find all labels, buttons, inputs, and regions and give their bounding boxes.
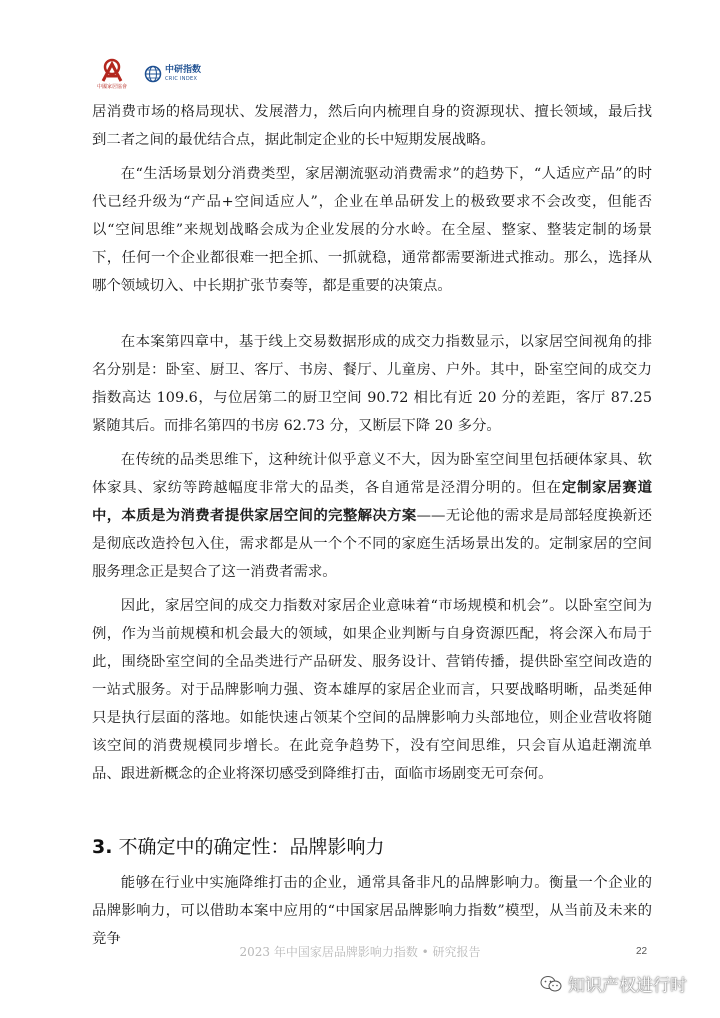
globe-icon [144, 65, 162, 83]
association-emblem-icon [99, 58, 125, 82]
document-body [92, 98, 652, 953]
paragraph-1: 居消费市场的格局现状、发展潜力，然后向内梳理自身的资源现状、擅长领域，最后找到二者之间的最优结合点，据此制定企业的长中短期发展战略。 [92, 104, 652, 148]
paragraph-2: 在“生活场景划分消费类型，家居潮流驱动消费需求”的趋势下，“人适应产品”的时代已经升级为“产品+空间适应人”，企业在单品研发上的极致要求不会改变，但能否以“空间思维”来规划战略会成为企业发展的分水岭。在全屋、整家、整装定制的场景下，任何一个企业都很难一把全抓、一抓就稳，通常都需要渐进式推动。那么，选择从哪个领域切入、中长期扩张节奏等，都是重要的决策点。 [92, 166, 652, 294]
wechat-watermark [540, 971, 687, 996]
section-title: 不确定中的确定性：品牌影响力 [118, 836, 385, 858]
paragraph-4-emphasis: 定制家居赛道中，本质是为消费者提供家居空间的完整解决方案 [92, 479, 652, 524]
blank-spacer [92, 300, 652, 328]
watermark-text: 知识产权进行时 [568, 976, 687, 996]
section-heading [92, 832, 652, 859]
page-header [92, 56, 201, 92]
footer-report-title: 2023 年中国家居品牌影响力指数 • 研究报告 [239, 945, 481, 959]
paragraph-4-lead: 在传统的品类思维下，这种统计似乎意义不大，因为卧室空间里包括硬体家具、软体家具、家纺等跨越幅度非常大的品类，各自通常是泾渭分明的。但在 [92, 452, 652, 496]
paragraph-6: 能够在行业中实施降维打击的企业，通常具备非凡的品牌影响力。衡量一个企业的品牌影响力，可以借助本案中应用的“中国家居品牌影响力指数”模型，从当前及未来的竞争 [92, 875, 652, 947]
section-number: 3. [92, 836, 113, 858]
wechat-icon [540, 975, 562, 993]
cric-logo-en: CRIC INDEX [165, 76, 198, 82]
association-logo-text: 中國家居協會 [96, 84, 127, 90]
paragraph-4-tail: ——无论他的需求是局部轻度换新还是彻底改造拎包入住，需求都是从一个个不同的家庭生活场景出发的。定制家居的空间服务理念正是契合了这一消费者需求。 [92, 508, 652, 580]
paragraph-4 [92, 446, 652, 586]
paragraph-3: 在本案第四章中，基于线上交易数据形成的成交力指数显示，以家居空间视角的排名分别是：卧室、厨卫、客厅、书房、餐厅、儿童房、户外。其中，卧室空间的成交力指数高达 109.6，与位居第二的厨卫空间 90.72 相比有近 20 分的差距，客厅 87.25 紧随其后。而排名第四的书房 62.73 分，又断层下降 20 多分。 [92, 334, 652, 434]
paragraph-5: 因此，家居空间的成交力指数对家居企业意味着“市场规模和机会”。以卧室空间为例，作为当前规模和机会最大的领域，如果企业判断与自身资源匹配，将会深入布局于此，围绕卧室空间的全品类进行产品研发、服务设计、营销传播，提供卧室空间改造的一站式服务。对于品牌影响力强、资本雄厚的家居企业而言，只要战略明晰，品类延伸只是执行层面的落地。如能快速占领某个空间的品牌影响力头部地位，则企业营收将随该空间的消费规模同步增长。在此竞争趋势下，没有空间思维，只会盲从追赶潮流单品、跟进新概念的企业将深切感受到降维打击，面临市场剧变无可奈何。 [92, 598, 652, 782]
page-number: 22 [636, 946, 648, 957]
cric-index-logo [144, 65, 201, 83]
china-furniture-association-logo [92, 58, 132, 90]
cric-logo-cn: 中研指数 [165, 65, 202, 75]
